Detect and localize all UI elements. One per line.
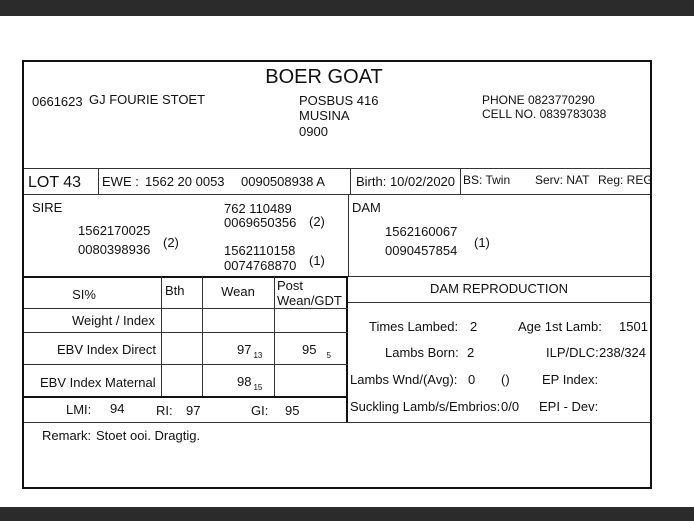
dam-label: DAM — [352, 200, 381, 215]
suckling-lambs-value: 0/0 — [501, 399, 520, 414]
lambs-weaned-avg: () — [501, 372, 510, 387]
dam-of-sire-count: (1) — [309, 253, 325, 268]
sire-offspring-count: (2) — [163, 235, 179, 250]
suckling-lambs-label: Suckling Lamb/s/Embrios: — [350, 399, 501, 414]
dam-reproduction-title: DAM REPRODUCTION — [430, 281, 568, 296]
dam-id: 0090457854 — [385, 243, 458, 258]
address-line-2: MUSINA — [299, 108, 350, 123]
ebv-direct-post: 95 $_5$ — [302, 342, 331, 360]
sire-of-sire-number: 762 110489 — [224, 201, 292, 216]
si-header: SI% — [72, 287, 96, 302]
sire-of-sire-count: (2) — [309, 214, 325, 229]
ilp-dlc-value: 238/324 — [599, 345, 646, 360]
breeder-name: GJ FOURIE STOET — [89, 92, 206, 107]
sire-id: 0080398936 — [78, 242, 151, 257]
address-line-1: POSBUS 416 — [299, 93, 379, 108]
wean-header: Wean — [221, 284, 255, 299]
ri-label: RI: — [156, 403, 173, 418]
age-first-lamb-value: 1501 — [619, 319, 648, 334]
remark-text: Stoet ooi. Dragtig. — [96, 428, 201, 443]
breeder-id: 0661623 — [32, 94, 83, 109]
ep-index-label: EP Index: — [542, 372, 599, 387]
post-wean-gdt-header: Wean/GDT — [277, 293, 342, 308]
ebv-direct-label: EBV Index Direct — [57, 342, 156, 357]
lambs-born-label: Lambs Born: — [385, 345, 459, 360]
times-lambed-value: 2 — [470, 319, 478, 334]
cell-number: CELL NO. 0839783038 — [482, 107, 607, 121]
registration-type: Reg: REG — [598, 173, 653, 187]
weight-index-label: Weight / Index — [72, 313, 155, 328]
ewe-number: 1562 20 0053 — [145, 174, 225, 189]
top-dark-bar — [0, 0, 694, 16]
dam-of-sire-id: 0074768870 — [224, 258, 297, 273]
card-title: BOER GOAT — [265, 66, 383, 88]
bth-header: Bth — [165, 283, 185, 298]
sire-label: SIRE — [32, 200, 63, 215]
times-lambed-label: Times Lambed: — [369, 319, 459, 334]
lot-number: LOT 43 — [28, 174, 82, 191]
lambs-born-value: 2 — [467, 345, 475, 360]
ilp-dlc-label: ILP/DLC: — [546, 345, 599, 360]
birth-date: Birth: 10/02/2020 — [356, 174, 456, 189]
ewe-label: EWE : — [102, 174, 139, 189]
ri-value: 97 — [186, 403, 201, 418]
ewe-id: 0090508938 A — [241, 174, 325, 189]
gi-value: 95 — [285, 403, 300, 418]
dam-of-sire-number: 1562110158 — [224, 243, 296, 258]
remark-label: Remark: — [42, 428, 92, 443]
ebv-maternal-wean: 98 $_{15}$ — [237, 374, 263, 392]
lambs-weaned-label: Lambs Wnd/(Avg): — [350, 372, 458, 387]
birth-status: BS: Twin — [463, 173, 511, 187]
lot-card — [22, 60, 652, 489]
lmi-value: 94 — [110, 401, 125, 416]
lmi-label: LMI: — [66, 402, 92, 417]
dam-number: 1562160067 — [385, 224, 458, 239]
ebv-maternal-label: EBV Index Maternal — [40, 375, 156, 390]
service-type: Serv: NAT — [535, 173, 590, 187]
age-first-lamb-label: Age 1st Lamb: — [518, 319, 602, 334]
address-line-3: 0900 — [299, 124, 328, 139]
phone-number: PHONE 0823770290 — [482, 93, 595, 107]
bottom-dark-bar — [0, 507, 694, 521]
ebv-direct-wean: 97 $_{13}$ — [237, 342, 263, 360]
gi-label: GI: — [251, 403, 269, 418]
post-header: Post — [277, 278, 304, 293]
sire-number: 1562170025 — [78, 223, 151, 238]
epi-dev-label: EPI - Dev: — [539, 399, 599, 414]
sire-of-sire-id: 0069650356 — [224, 215, 297, 230]
lambs-weaned-value: 0 — [468, 372, 476, 387]
dam-offspring-count: (1) — [474, 235, 490, 250]
